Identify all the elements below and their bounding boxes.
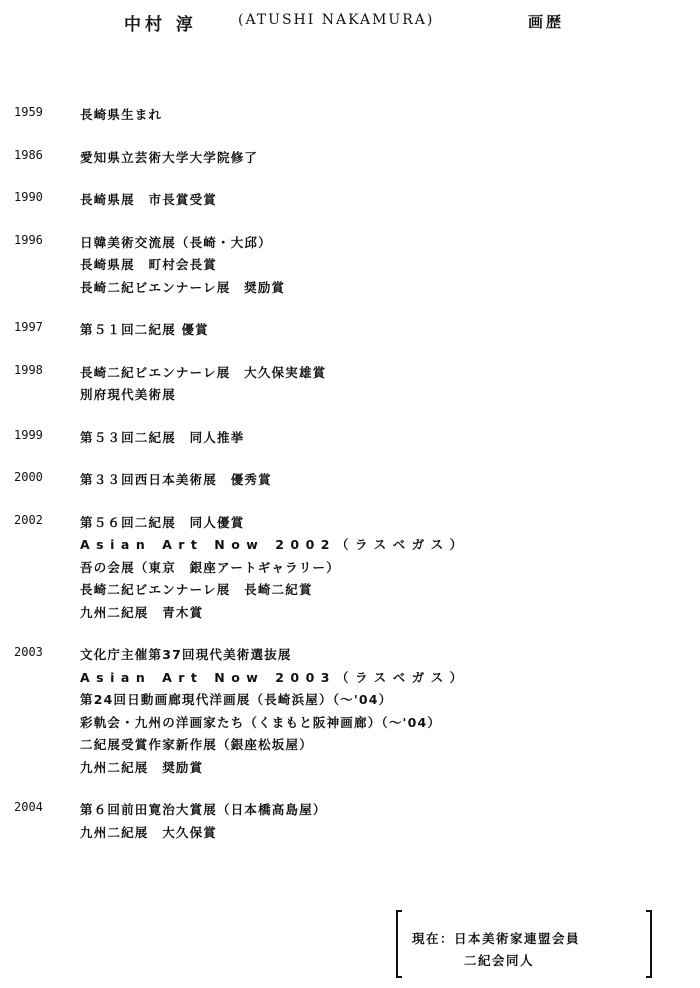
entry-year: 1998 (14, 362, 43, 377)
entry-2003 (0, 644, 700, 779)
affiliation-row-1 (412, 928, 580, 950)
entry-line: 日韓美術交流展（長崎・大邱） (80, 234, 272, 250)
entry-year: 2000 (14, 470, 43, 484)
entry-line: 文化庁主催第37回現代美術選抜展 (80, 647, 292, 662)
entry-line: 九州二紀展 青木賞 (80, 604, 204, 620)
affiliation-line-2: 二紀会同人 (464, 953, 535, 968)
entry-year: 1997 (14, 320, 43, 334)
entry-lines (80, 189, 217, 212)
entry-lines (80, 104, 162, 127)
entry-2000 (0, 469, 700, 492)
career-history-list (0, 104, 700, 864)
artist-roman-name: (ATUSHI NAKAMURA) (238, 12, 435, 28)
artist-name: 中村 淳 (124, 15, 197, 35)
entry-lines (80, 362, 326, 407)
entry-line: 第５６回二紀展 同人優賞 (80, 514, 245, 530)
entry-1997 (0, 319, 700, 342)
entry-lines (80, 232, 285, 300)
entry-lines (80, 319, 209, 342)
entry-lines (80, 799, 327, 844)
document-label: 画歴 (528, 13, 565, 31)
entry-line: 長崎県展 町村会長賞 (80, 257, 218, 272)
entry-year: 1959 (14, 105, 43, 119)
affiliation-line-1: 日本美術家連盟会員 (454, 931, 581, 946)
entry-line: 吾の会展（東京 銀座アートギャラリー） (80, 559, 340, 575)
entry-1999 (0, 427, 700, 450)
entry-year: 2002 (14, 512, 43, 527)
entry-line: Asian Art Now 2003（ラスベガス） (80, 669, 469, 685)
entry-lines (80, 427, 244, 450)
entry-year: 2003 (14, 645, 43, 659)
entry-lines (80, 469, 272, 492)
right-bracket (646, 910, 652, 978)
entry-line: 長崎二紀ビエンナーレ展 奨励賞 (80, 279, 286, 295)
entry-year: 1986 (14, 147, 43, 162)
entry-1990 (0, 189, 700, 212)
entry-line: 長崎県生まれ (80, 107, 163, 122)
entry-1998 (0, 362, 700, 407)
entry-2004 (0, 799, 700, 844)
entry-lines (80, 147, 258, 170)
entry-1986 (0, 147, 700, 170)
entry-line: 長崎県展 市長賞受賞 (80, 192, 218, 207)
entry-2002 (0, 512, 700, 625)
current-affiliation-text (412, 928, 580, 972)
entry-line: 長崎二紀ビエンナーレ展 長崎二紀賞 (80, 582, 313, 597)
entry-year: 1999 (14, 427, 43, 442)
entry-line: 長崎二紀ビエンナーレ展 大久保実雄賞 (80, 364, 327, 380)
entry-line: 別府現代美術展 (80, 387, 176, 402)
entry-line: 九州二紀展 大久保賞 (80, 824, 218, 840)
entry-year: 1990 (14, 190, 43, 204)
entry-year: 2004 (14, 800, 43, 814)
affiliation-label: 現在： (412, 931, 455, 946)
entry-lines (80, 644, 469, 779)
entry-line: 彩軌会・九州の洋画家たち（くまもと阪神画廊）（～'04） (80, 714, 442, 730)
entry-line: 第５３回二紀展 同人推挙 (80, 429, 245, 445)
entry-line: Asian Art Now 2002（ラスベガス） (80, 537, 469, 552)
left-bracket (396, 910, 402, 978)
entry-year: 1996 (14, 232, 43, 247)
entry-line: 第５１回二紀展 優賞 (80, 322, 209, 337)
current-affiliation-box (396, 910, 652, 978)
entry-line: 二紀展受賞作家新作展（銀座松坂屋） (80, 737, 313, 752)
entry-line: 愛知県立芸術大学大学院修了 (80, 149, 259, 165)
entry-line: 第６回前田寛治大賞展（日本橋高島屋） (80, 802, 327, 817)
entry-lines (80, 512, 469, 625)
entry-1959 (0, 104, 700, 127)
entry-line: 九州二紀展 奨励賞 (80, 759, 204, 775)
entry-line: 第３３回西日本美術展 優秀賞 (80, 472, 272, 487)
entry-1996 (0, 232, 700, 300)
entry-line: 第24回日動画廊現代洋画展（長崎浜屋）（～'04） (80, 692, 393, 707)
